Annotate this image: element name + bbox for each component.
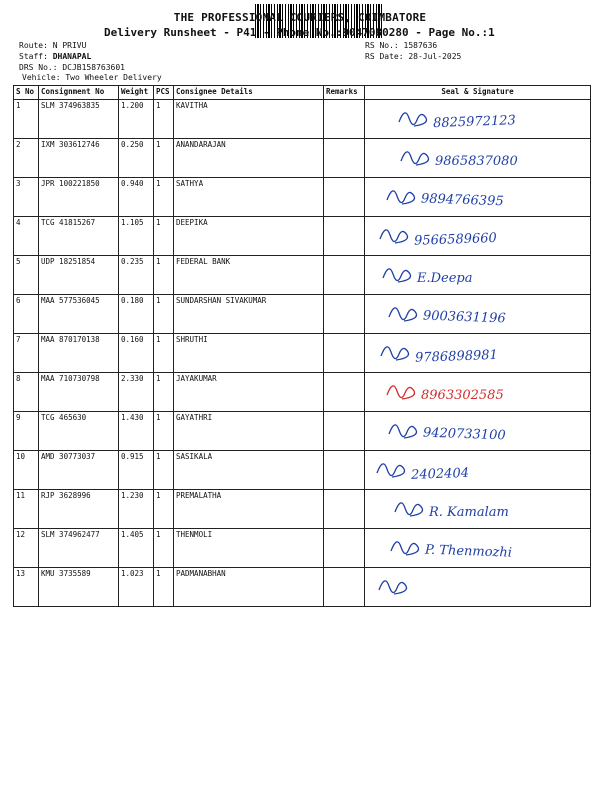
- row-consignment-no: TCG 41815267: [39, 217, 119, 256]
- signature-scribble-stroke: [391, 542, 419, 555]
- signature-text: 9894766395: [420, 191, 504, 210]
- row-sno: 11: [14, 490, 39, 529]
- signature-scribble-stroke: [387, 386, 415, 399]
- signature-cell: [365, 451, 591, 490]
- row-remarks: [324, 373, 365, 412]
- signature-scribble: [365, 139, 591, 178]
- row-consignee: JAYAKUMAR: [174, 373, 324, 412]
- row-sno: 12: [14, 529, 39, 568]
- row-pcs: 1: [154, 334, 174, 373]
- signature-scribble: [365, 217, 591, 256]
- signature-cell: [365, 373, 591, 412]
- signature-text: E.Deepa: [417, 271, 473, 286]
- row-consignee: ANANDARAJAN: [174, 139, 324, 178]
- row-pcs: 1: [154, 100, 174, 139]
- row-remarks: [324, 412, 365, 451]
- row-sno: 8: [14, 373, 39, 412]
- signature-text: 9786898981: [414, 347, 499, 366]
- table-row: [14, 373, 591, 412]
- signature-cell: [365, 568, 591, 607]
- row-pcs: 1: [154, 568, 174, 607]
- row-weight: 0.250: [119, 139, 154, 178]
- row-consignment-no: TCG 465630: [39, 412, 119, 451]
- signature-cell: [365, 334, 591, 373]
- signature-scribble-stroke: [379, 581, 407, 594]
- signature-scribble-stroke: [395, 503, 423, 516]
- signature-scribble-stroke: [389, 308, 417, 321]
- signature-scribble: [365, 100, 591, 139]
- row-remarks: [324, 217, 365, 256]
- table-row: [14, 217, 591, 256]
- staff-name: DHANAPAL: [52, 52, 92, 61]
- runsheet-table: [13, 85, 591, 607]
- col-header-consignee: Consignee Details: [174, 86, 324, 100]
- row-pcs: 1: [154, 178, 174, 217]
- signature-cell: [365, 178, 591, 217]
- signature-cell: [365, 490, 591, 529]
- row-remarks: [324, 178, 365, 217]
- row-remarks: [324, 100, 365, 139]
- row-weight: 1.230: [119, 490, 154, 529]
- row-consignment-no: MAA 870170138: [39, 334, 119, 373]
- row-pcs: 1: [154, 451, 174, 490]
- table-row: [14, 256, 591, 295]
- row-pcs: 1: [154, 373, 174, 412]
- row-consignment-no: RJP 3628996: [39, 490, 119, 529]
- row-pcs: 1: [154, 295, 174, 334]
- row-weight: 0.160: [119, 334, 154, 373]
- row-sno: 1: [14, 100, 39, 139]
- row-weight: 1.200: [119, 100, 154, 139]
- row-pcs: 1: [154, 490, 174, 529]
- signature-scribble-stroke: [383, 269, 411, 282]
- row-consignee: GAYATHRI: [174, 412, 324, 451]
- row-consignment-no: JPR 100221850: [39, 178, 119, 217]
- row-pcs: 1: [154, 412, 174, 451]
- row-weight: 0.915: [119, 451, 154, 490]
- signature-scribble: [365, 451, 591, 490]
- table-row: [14, 451, 591, 490]
- signature-scribble-stroke: [381, 347, 409, 360]
- table-row: [14, 295, 591, 334]
- runsheet-subtitle: Delivery Runsheet - P41 - Phone No.:9047080280 - Page No.:1: [104, 26, 495, 39]
- rs-number: RS No.: 1587636: [365, 41, 438, 50]
- signature-text: 9566589660: [413, 230, 498, 249]
- signature-text: 9865837080: [435, 154, 518, 169]
- signature-cell: [365, 256, 591, 295]
- route-label: Route: N PRIVU: [19, 41, 87, 50]
- staff-label: Staff:: [19, 52, 48, 61]
- row-weight: 1.405: [119, 529, 154, 568]
- signature-scribble-stroke: [387, 191, 415, 204]
- signature-scribble-stroke: [399, 113, 427, 126]
- row-remarks: [324, 529, 365, 568]
- row-weight: 0.235: [119, 256, 154, 295]
- row-sno: 10: [14, 451, 39, 490]
- row-consignment-no: MAA 577536045: [39, 295, 119, 334]
- signature-scribble: [365, 373, 591, 412]
- table-row: [14, 139, 591, 178]
- row-weight: 1.105: [119, 217, 154, 256]
- row-consignee: PREMALATHA: [174, 490, 324, 529]
- signature-text: 2402404: [410, 465, 470, 483]
- signature-text: R. Kamalam: [429, 505, 509, 520]
- row-consignee: THENMOLI: [174, 529, 324, 568]
- signature-cell: [365, 139, 591, 178]
- row-consignment-no: UDP 18251854: [39, 256, 119, 295]
- table-row: [14, 334, 591, 373]
- signature-cell: [365, 100, 591, 139]
- row-consignment-no: KMU 3735589: [39, 568, 119, 607]
- signature-scribble-stroke: [389, 425, 417, 438]
- signature-scribble-stroke: [377, 464, 405, 477]
- row-sno: 2: [14, 139, 39, 178]
- signature-scribble: [365, 529, 591, 568]
- row-consignment-no: SLM 374963835: [39, 100, 119, 139]
- signature-text: P. Thenmozhi: [424, 542, 513, 561]
- table-row: [14, 529, 591, 568]
- row-remarks: [324, 256, 365, 295]
- row-consignee: SATHYA: [174, 178, 324, 217]
- row-remarks: [324, 451, 365, 490]
- row-sno: 7: [14, 334, 39, 373]
- signature-text: 8825972123: [432, 113, 517, 132]
- signature-text: 9003631196: [422, 308, 506, 327]
- row-sno: 13: [14, 568, 39, 607]
- row-consignee: FEDERAL BANK: [174, 256, 324, 295]
- signature-cell: [365, 529, 591, 568]
- row-consignment-no: MAA 710730798: [39, 373, 119, 412]
- row-weight: 0.180: [119, 295, 154, 334]
- row-consignment-no: IXM 303612746: [39, 139, 119, 178]
- company-title: THE PROFESSIONAL COURIERS, COIMBATORE: [173, 11, 427, 24]
- row-remarks: [324, 490, 365, 529]
- signature-scribble: [365, 178, 591, 217]
- signature-cell: [365, 217, 591, 256]
- row-consignee: SHRUTHI: [174, 334, 324, 373]
- row-sno: 6: [14, 295, 39, 334]
- vehicle-label: Vehicle: Two Wheeler Delivery: [22, 73, 162, 82]
- col-header-sno: S No: [14, 86, 39, 100]
- row-remarks: [324, 334, 365, 373]
- signature-scribble: [365, 490, 591, 529]
- row-consignee: SUNDARSHAN SIVAKUMAR: [174, 295, 324, 334]
- signature-scribble: [365, 334, 591, 373]
- row-consignee: SASIKALA: [174, 451, 324, 490]
- row-weight: 0.940: [119, 178, 154, 217]
- table-row: [14, 412, 591, 451]
- signature-scribble-stroke: [380, 230, 408, 243]
- col-header-weight: Weight: [119, 86, 154, 100]
- table-row: [14, 490, 591, 529]
- staff-line: [19, 52, 91, 62]
- row-pcs: 1: [154, 139, 174, 178]
- row-sno: 5: [14, 256, 39, 295]
- row-weight: 2.330: [119, 373, 154, 412]
- col-header-signature: Seal & Signature: [365, 86, 591, 100]
- rs-date: RS Date: 28-Jul-2025: [365, 52, 462, 61]
- row-pcs: 1: [154, 256, 174, 295]
- row-remarks: [324, 295, 365, 334]
- signature-cell: [365, 295, 591, 334]
- signature-scribble: [365, 568, 591, 607]
- table-row: [14, 100, 591, 139]
- signature-scribble: [365, 412, 591, 451]
- table-header-row: [14, 86, 591, 100]
- signature-cell: [365, 412, 591, 451]
- col-header-consignment: Consignment No: [39, 86, 119, 100]
- row-sno: 9: [14, 412, 39, 451]
- row-weight: 1.430: [119, 412, 154, 451]
- signature-scribble-stroke: [401, 152, 429, 165]
- row-weight: 1.023: [119, 568, 154, 607]
- row-consignee: DEEPIKA: [174, 217, 324, 256]
- row-sno: 3: [14, 178, 39, 217]
- col-header-pcs: PCS: [154, 86, 174, 100]
- row-consignee: KAVITHA: [174, 100, 324, 139]
- col-header-remarks: Remarks: [324, 86, 365, 100]
- row-remarks: [324, 139, 365, 178]
- row-sno: 4: [14, 217, 39, 256]
- signature-text: 9420733100: [422, 425, 506, 444]
- signature-scribble: [365, 256, 591, 295]
- row-consignee: PADMANABHAN: [174, 568, 324, 607]
- row-pcs: 1: [154, 217, 174, 256]
- row-remarks: [324, 568, 365, 607]
- row-consignment-no: AMD 30773037: [39, 451, 119, 490]
- signature-scribble: [365, 295, 591, 334]
- table-row: [14, 178, 591, 217]
- row-consignment-no: SLM 374962477: [39, 529, 119, 568]
- table-row: [14, 568, 591, 607]
- row-pcs: 1: [154, 529, 174, 568]
- signature-text: 8963302585: [421, 388, 504, 403]
- drs-number: DRS No.: DCJB158763601: [19, 63, 125, 72]
